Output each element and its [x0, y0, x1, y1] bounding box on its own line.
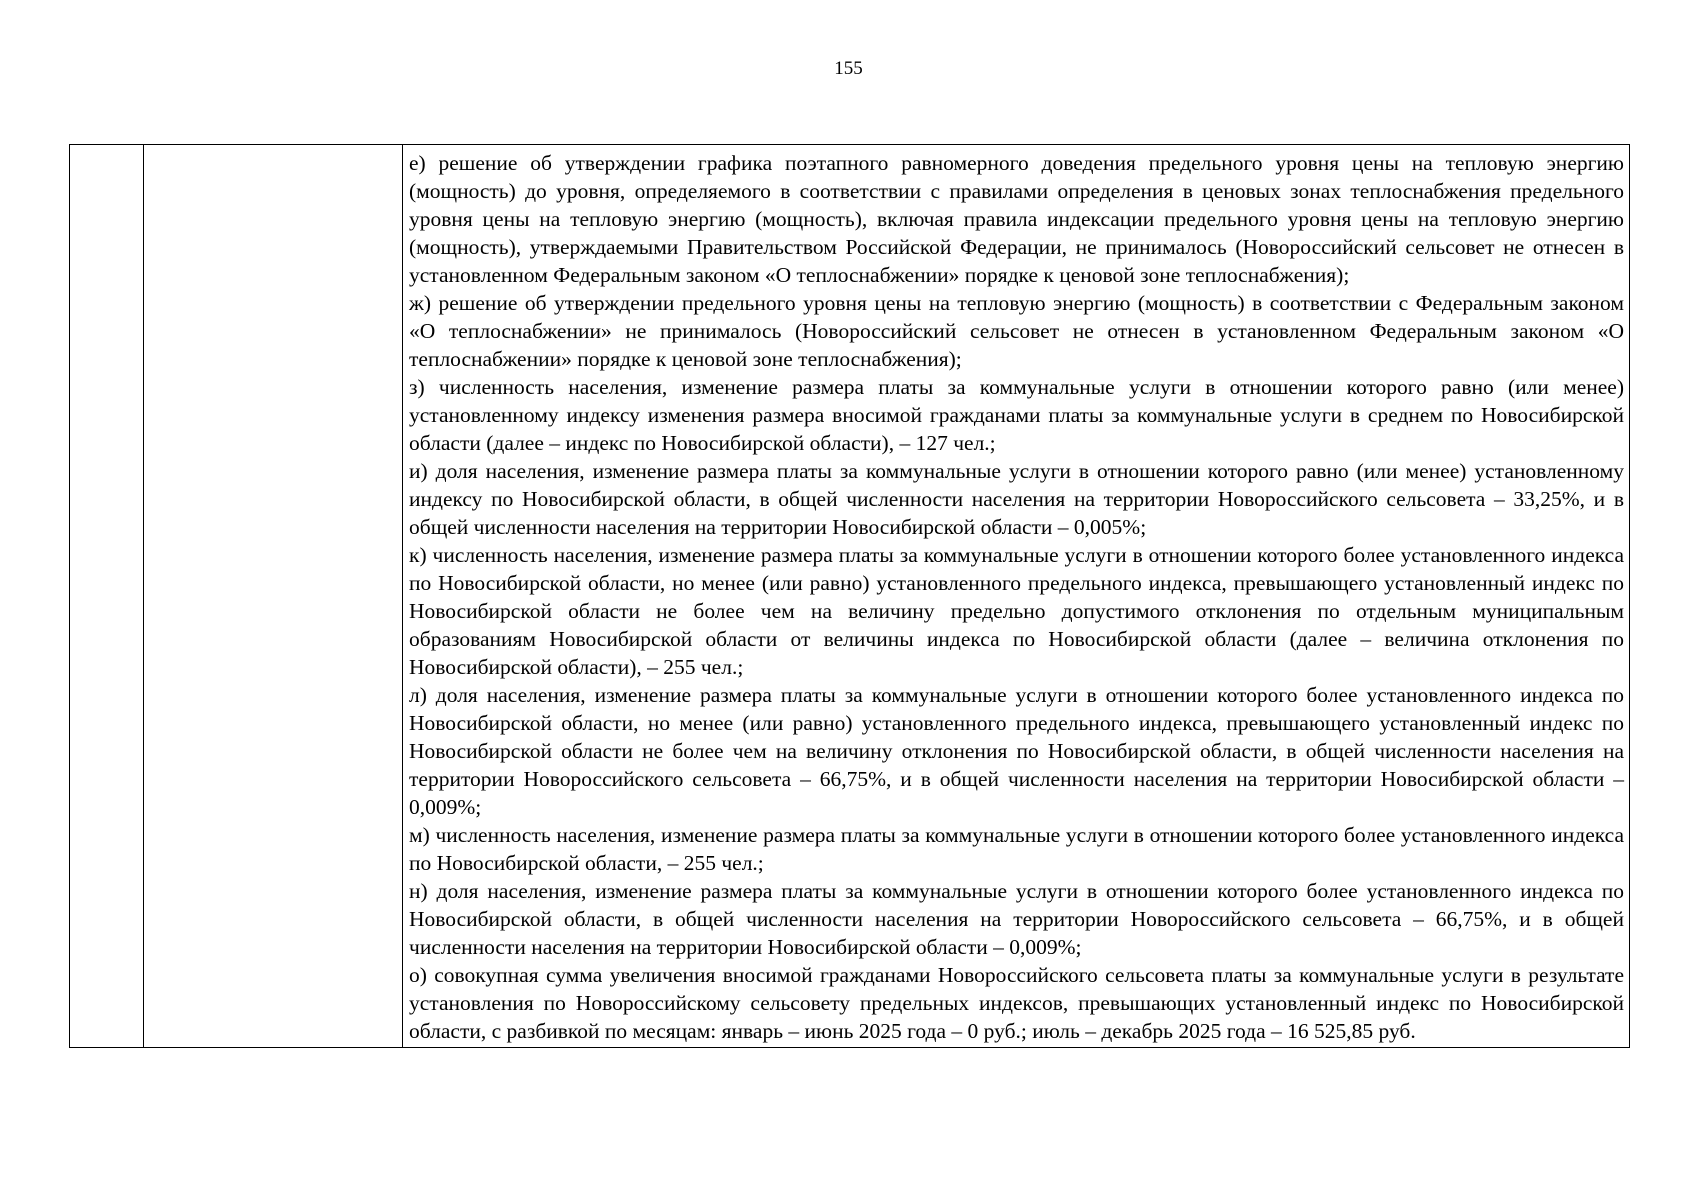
paragraph-k: к) численность населения, изменение размера платы за коммунальные услуги в отношении которого более установленного индекса по Новосибирской области, но менее (или равно) установленного предельного индекса, превышающего установленный индекс по Новосибирской области не более чем на величину предельно допустимого отклонения по отдельным муниципальным образованиям Новосибирской области от величины индекса по Новосибирской области (далее – величина отклонения по Новосибирской области), – 255 чел.; [409, 543, 1624, 679]
table-cell-number [70, 145, 144, 1048]
paragraph-m: м) численность населения, изменение размера платы за коммунальные услуги в отношении которого более установленного индекса по Новосибирской области, – 255 чел.; [409, 823, 1624, 875]
paragraph-i: и) доля населения, изменение размера платы за коммунальные услуги в отношении которого равно (или менее) установленному индексу по Новосибирской области, в общей численности населения на территории Новороссийского сельсовета – 33,25%, и в общей численности населения на территории Новосибирской области – 0,005%; [409, 459, 1624, 539]
table-cell-content [403, 145, 1630, 1048]
page-number: 155 [834, 58, 863, 79]
table-row [70, 145, 1630, 1048]
content-table [69, 144, 1630, 1048]
paragraph-zh: ж) решение об утверждении предельного уровня цены на тепловую энергию (мощность) в соответствии с Федеральным законом «О теплоснабжении» не принималось (Новороссийский сельсовет не отнесен в установленном Федеральным законом «О теплоснабжении» порядке к ценовой зоне теплоснабжения); [409, 291, 1624, 371]
paragraph-l: л) доля населения, изменение размера платы за коммунальные услуги в отношении которого более установленного индекса по Новосибирской области, но менее (или равно) установленного предельного индекса, превышающего установленный индекс по Новосибирской области не более чем на величину отклонения по Новосибирской области, в общей численности населения на территории Новороссийского сельсовета – 66,75%, и в общей численности населения на территории Новосибирской области – 0,009%; [409, 683, 1624, 819]
table-cell-name [144, 145, 403, 1048]
paragraph-n: н) доля населения, изменение размера платы за коммунальные услуги в отношении которого более установленного индекса по Новосибирской области, в общей численности населения на территории Новороссийского сельсовета – 66,75%, и в общей численности населения на территории Новосибирской области – 0,009%; [409, 879, 1624, 959]
paragraph-e: е) решение об утверждении графика поэтапного равномерного доведения предельного уровня цены на тепловую энергию (мощность) до уровня, определяемого в соответствии с правилами определения в ценовых зонах теплоснабжения предельного уровня цены на тепловую энергию (мощность), включая правила индексации предельного уровня цены на тепловую энергию (мощность), утверждаемыми Правительством Российской Федерации, не принималось (Новороссийский сельсовет не отнесен в установленном Федеральным законом «О теплоснабжении» порядке к ценовой зоне теплоснабжения); [409, 151, 1624, 287]
paragraph-z: з) численность населения, изменение размера платы за коммунальные услуги в отношении которого равно (или менее) установленному индексу изменения размера вносимой гражданами платы за коммунальные услуги в среднем по Новосибирской области (далее – индекс по Новосибирской области), – 127 чел.; [409, 375, 1624, 455]
paragraph-o: о) совокупная сумма увеличения вносимой гражданами Новороссийского сельсовета платы за коммунальные услуги в результате установления по Новороссийскому сельсовету предельных индексов, превышающих установленный индекс по Новосибирской области, с разбивкой по месяцам: январь – июнь 2025 года – 0 руб.; июль – декабрь 2025 года – 16 525,85 руб. [409, 963, 1624, 1043]
